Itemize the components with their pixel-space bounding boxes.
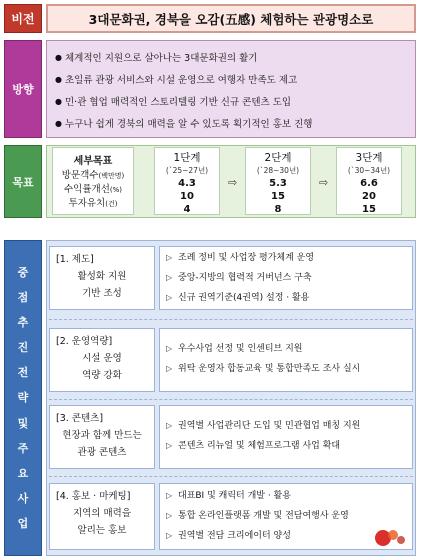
divider (49, 319, 413, 320)
triangle-icon: ▷ (166, 531, 173, 540)
bullet-icon: ● (55, 52, 62, 62)
metric-profit: 수익률개선(%) (63, 184, 122, 195)
vision-label: 비전 (4, 4, 42, 33)
arrow-icon: ⇨ (228, 176, 238, 189)
bullet-icon: ● (55, 118, 62, 128)
task-group-2-title: [2. 운영역량] 시설 운영 역량 강화 (49, 328, 155, 392)
triangle-icon: ▷ (166, 344, 173, 353)
task-group-3-title: [3. 콘텐츠] 현장과 함께 만드는 관광 콘텐츠 (49, 405, 155, 469)
task-group-4-title: [4. 홍보 · 마케팅] 지역의 매력을 알리는 홍보 (49, 483, 155, 550)
direction-item: ● 민‧관 협업 매력적인 스토리텔링 기반 신규 콘텐츠 도입 (55, 96, 292, 108)
logo-mark-icon (374, 527, 408, 549)
triangle-icon: ▷ (166, 441, 173, 450)
task-item: ▷ 조례 정비 및 사업장 평가체계 운영 (160, 248, 412, 268)
triangle-icon: ▷ (166, 273, 173, 282)
metric-visitors: 방문객수(백만명) (61, 170, 125, 181)
task-item: ▷ 권역별 사업관리단 도입 및 민관협업 매칭 지원 (160, 416, 412, 436)
goals-metrics (52, 147, 134, 215)
bullet-icon: ● (55, 74, 62, 84)
task-item: ▷ 신규 권역기준(4권역) 설정 · 활용 (160, 288, 412, 308)
task-item: ▷ 중앙-지방의 협력적 거버넌스 구축 (160, 268, 412, 288)
tasks-label: 중 점 추 진 전 략 및 주 요 사 업 (4, 240, 42, 556)
triangle-icon: ▷ (166, 293, 173, 302)
divider (49, 476, 413, 477)
triangle-icon: ▷ (166, 421, 173, 430)
triangle-icon: ▷ (166, 511, 173, 520)
metric-investment: 투자유치(건) (68, 198, 118, 209)
bullet-icon: ● (55, 96, 62, 106)
arrow-icon: ⇨ (319, 176, 329, 189)
task-item: ▷ 콘텐츠 리뉴얼 및 체험프로그램 사업 확대 (160, 436, 412, 456)
direction-label: 방향 (4, 40, 42, 138)
task-item: ▷ 통합 온라인플랫폼 개발 및 전담여행사 운영 (160, 506, 412, 526)
task-group-2-items (159, 328, 413, 392)
task-item: ▷ 우수사업 선정 및 인센티브 지원 (160, 339, 412, 359)
task-item: ▷ 권역별 전담 크리에이터 양성 (160, 526, 412, 546)
phase-3: 3단계 (`30~34년) 6.6 20 15 (336, 147, 402, 215)
phase-2: 2단계 (`28~30년) 5.3 15 8 (245, 147, 311, 215)
vision-text: 3대문화권, 경북을 오감(五感) 체험하는 관광명소로 (46, 4, 416, 33)
task-group-1-items (159, 246, 413, 310)
goals-label: 목표 (4, 145, 42, 218)
triangle-icon: ▷ (166, 491, 173, 500)
triangle-icon: ▷ (166, 364, 173, 373)
task-item: ▷ 위탁 운영자 합동교육 및 통합만족도 조사 실시 (160, 359, 412, 379)
task-item: ▷ 대표BI 및 캐릭터 개발 · 활용 (160, 486, 412, 506)
task-group-1-title: [1. 제도] 활성화 지원 기반 조성 (49, 246, 155, 310)
direction-item: ● 체계적인 지원으로 살아나는 3대문화권의 활기 (55, 52, 258, 64)
goals-header: 세부목표 (73, 156, 113, 167)
direction-box (46, 40, 416, 138)
direction-item: ● 초일류 관광 서비스와 시설 운영으로 여행자 만족도 제고 (55, 74, 298, 86)
triangle-icon: ▷ (166, 253, 173, 262)
direction-item: ● 누구나 쉽게 경북의 매력을 알 수 있도록 획기적인 홍보 진행 (55, 118, 313, 130)
task-group-3-items (159, 405, 413, 469)
phase-1: 1단계 (`25~27년) 4.3 10 4 (154, 147, 220, 215)
divider (49, 399, 413, 400)
